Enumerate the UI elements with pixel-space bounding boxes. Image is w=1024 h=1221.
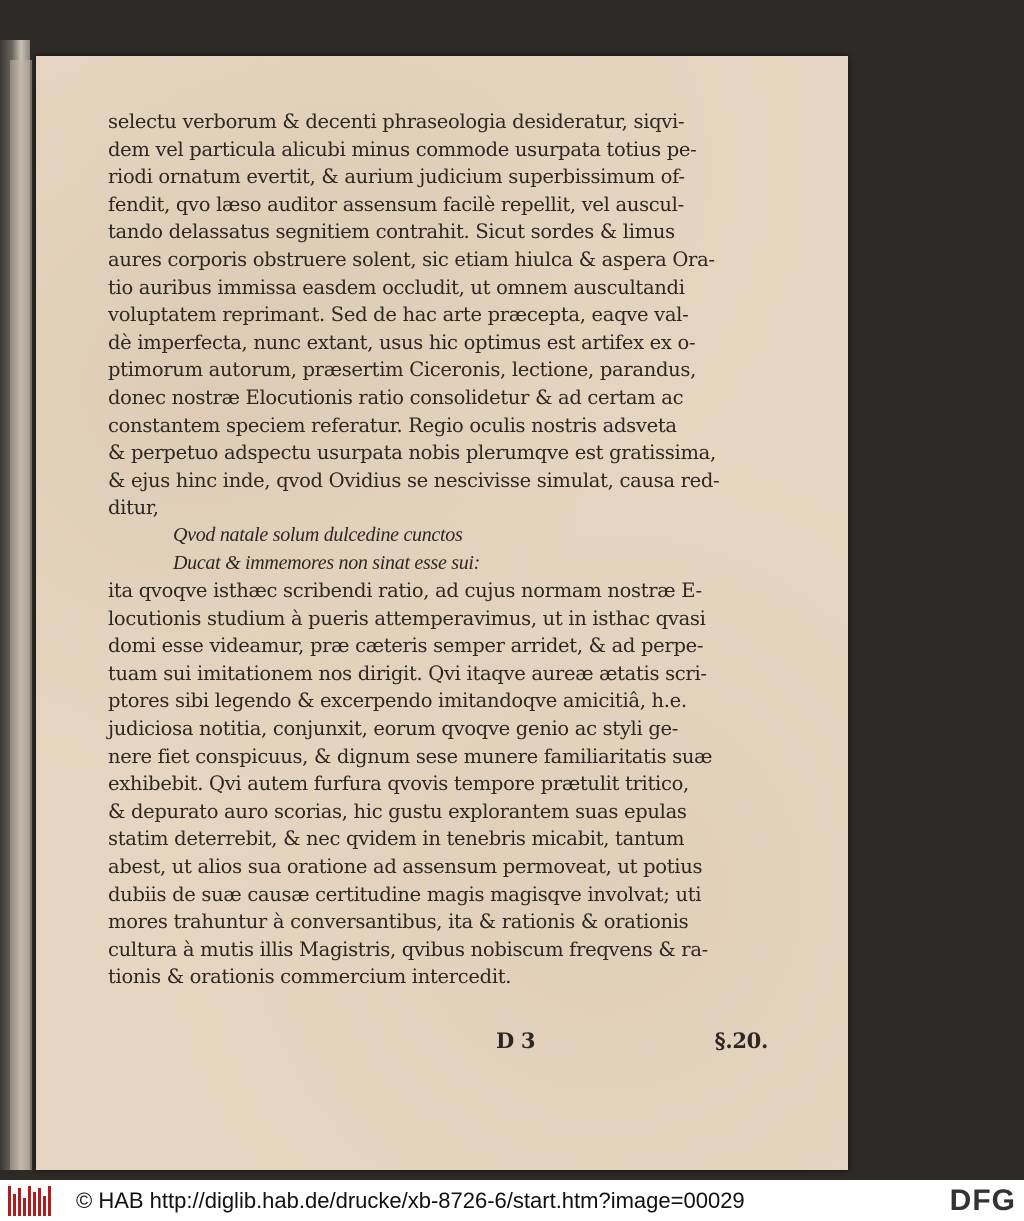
scanned-page xyxy=(36,56,848,1170)
text-line: ditur, xyxy=(108,496,159,520)
text-line: locutionis studium à pueris attemperavimus, ut in isthac qvasi xyxy=(108,606,706,630)
text-line: statim deterrebit, & nec qvidem in tenebris micabit, tantum xyxy=(108,827,685,851)
text-line: dè imperfecta, nunc extant, usus hic optimus est artifex ex o- xyxy=(108,330,696,354)
attribution-bar xyxy=(0,1180,1024,1221)
copyright-link[interactable]: © HAB http://diglib.hab.de/drucke/xb-8726-6/start.htm?image=00029 xyxy=(76,1187,745,1213)
text-line: tando delassatus segnitiem contrahit. Sicut sordes & limus xyxy=(108,220,675,244)
text-line: riodi ornatum evertit, & aurium judicium superbissimum of- xyxy=(108,165,685,189)
text-line: abest, ut alios sua oratione ad assensum permoveat, ut potius xyxy=(108,855,703,879)
text-line: & depurato auro scorias, hic gustu explorantem suas epulas xyxy=(108,799,687,823)
page-footer xyxy=(108,1028,768,1058)
text-line: tionis & orationis commercium intercedit. xyxy=(108,965,512,989)
dfg-logo: DFG xyxy=(949,1183,1016,1217)
text-line: ptores sibi legendo & excerpendo imitandoqve amicitiâ, h.e. xyxy=(108,689,687,713)
text-line: mores trahuntur à conversantibus, ita & rationis & orationis xyxy=(108,910,689,934)
previous-page-edge xyxy=(10,60,32,1170)
text-line: judiciosa notitia, conjunxit, eorum qvoqve genio ac styli ge- xyxy=(108,717,679,741)
text-line: tio auribus immissa easdem occludit, ut omnem auscultandi xyxy=(108,275,685,299)
text-line: voluptatem reprimant. Sed de hac arte præcepta, eaqve val- xyxy=(108,303,689,327)
text-line: domi esse videamur, præ cæteris semper arridet, & ad perpe- xyxy=(108,634,704,658)
text-line: exhibebit. Qvi autem furfura qvovis tempore prætulit tritico, xyxy=(108,772,689,796)
text-line: donec nostræ Elocutionis ratio consolidetur & ad certam ac xyxy=(108,385,684,409)
text-line: & perpetuo adspectu usurpata nobis plerumqve est gratissima, xyxy=(108,441,716,465)
page-text xyxy=(108,108,768,1053)
text-line: ptimorum autorum, præsertim Ciceronis, lectione, parandus, xyxy=(108,358,696,382)
text-line: dem vel particula alicubi minus commode usurpata totius pe- xyxy=(108,137,697,161)
text-line: tuam sui imitationem nos dirigit. Qvi itaqve aureæ ætatis scri- xyxy=(108,661,707,685)
text-line: fendit, qvo læso auditor assensum facilè repellit, vel auscul- xyxy=(108,192,684,216)
quote-line: Qvod natale solum dulcedine cunctos xyxy=(173,523,463,546)
hab-logo-icon xyxy=(8,1186,52,1216)
text-line: & ejus hinc inde, qvod Ovidius se nescivisse simulat, causa red- xyxy=(108,468,720,492)
signature-mark: D 3 xyxy=(496,1028,536,1053)
text-line: nere fiet conspicuus, & dignum sese munere familiaritatis suæ xyxy=(108,744,713,768)
text-line: ita qvoqve isthæc scribendi ratio, ad cujus normam nostræ E- xyxy=(108,579,702,603)
text-line: cultura à mutis illis Magistris, qvibus nobiscum freqvens & ra- xyxy=(108,937,708,961)
text-line: dubiis de suæ causæ certitudine magis magisqve involvat; uti xyxy=(108,882,702,906)
catchword: §.20. xyxy=(714,1028,768,1053)
quote-line: Ducat & immemores non sinat esse sui: xyxy=(173,551,481,574)
text-line: selectu verborum & decenti phraseologia desideratur, siqvi- xyxy=(108,110,685,133)
text-line: aures corporis obstruere solent, sic etiam hiulca & aspera Ora- xyxy=(108,247,715,271)
text-line: constantem speciem referatur. Regio oculis nostris adsveta xyxy=(108,413,677,437)
